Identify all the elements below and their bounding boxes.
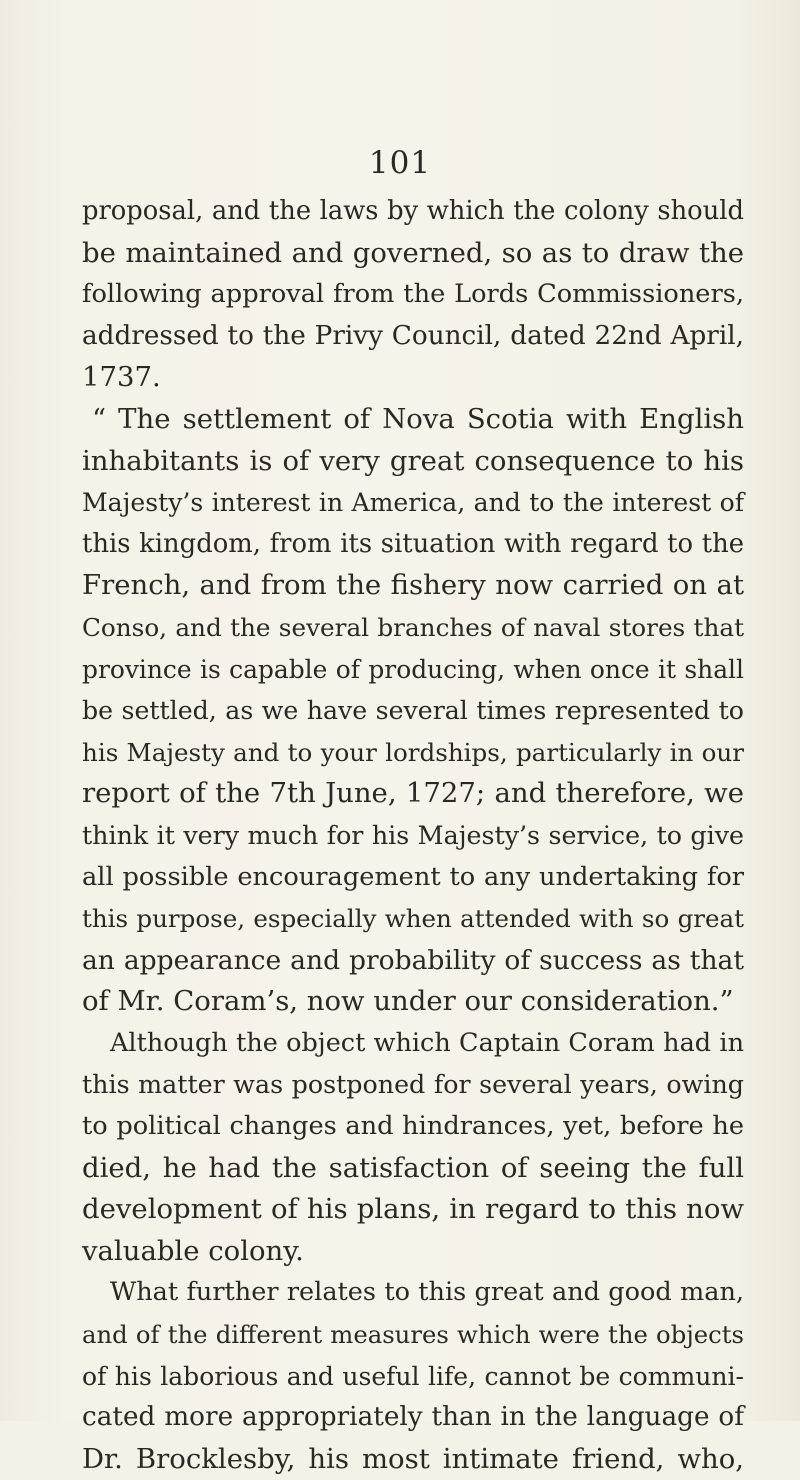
text-line: cated more appropriately than in the language of — [82, 1402, 744, 1433]
text-line: development of his plans, in regard to this now — [82, 1193, 744, 1226]
page-number: 101 — [368, 145, 432, 181]
text-line: valuable colony. — [82, 1234, 304, 1267]
text-line: be settled, as we have several times represented to — [82, 696, 744, 726]
text-line: Conso, and the several branches of naval stores that — [82, 612, 744, 642]
text-line: this kingdom, from its situation with regard to the — [82, 528, 744, 559]
text-line: this matter was postponed for several years, owing — [82, 1069, 744, 1100]
body-text — [82, 191, 744, 1480]
text-line: province is capable of producing, when once it shall — [82, 654, 744, 684]
paragraph-start-line: Although the object which Captain Coram had in — [110, 1027, 744, 1058]
text-line: died, he had the satisfaction of seeing the full — [82, 1151, 744, 1184]
text-line: proposal, and the laws by which the colony should — [82, 196, 744, 226]
text-line: following approval from the Lords Commissioners, — [82, 279, 744, 310]
text-line: inhabitants is of very great consequence to his — [82, 444, 744, 477]
text-line: this purpose, especially when attended with so great — [82, 904, 744, 934]
text-line: think it very much for his Majesty’s service, to give — [82, 819, 744, 850]
text-line: all possible encouragement to any undertaking for — [82, 861, 744, 892]
text-line: Majesty’s interest in America, and to the interest of — [82, 488, 744, 518]
text-line: of his laborious and useful life, cannot be communi- — [82, 1361, 744, 1391]
text-line: be maintained and governed, so as to draw the — [82, 236, 744, 269]
text-line: his Majesty and to your lordships, particularly in our — [82, 737, 744, 767]
text-line: and of the different measures which were the objects — [82, 1320, 744, 1350]
text-line: an appearance and probability of success as that — [82, 944, 744, 976]
text-line: report of the 7th June, 1727; and therefore, we — [82, 777, 744, 810]
text-line: to political changes and hindrances, yet, before he — [82, 1111, 744, 1142]
text-line: French, and from the fishery now carried on at — [82, 569, 744, 602]
text-line: 1737. — [82, 361, 161, 394]
text-line: addressed to the Privy Council, dated 22nd April, — [82, 320, 744, 351]
paragraph-start-line: What further relates to this great and good man, — [110, 1277, 744, 1308]
text-line: Dr. Brocklesby, his most intimate friend, who, — [82, 1442, 744, 1475]
text-line: of Mr. Coram’s, now under our consideration.” — [82, 985, 734, 1018]
quote-start-line: “ The settlement of Nova Scotia with English — [92, 402, 744, 435]
